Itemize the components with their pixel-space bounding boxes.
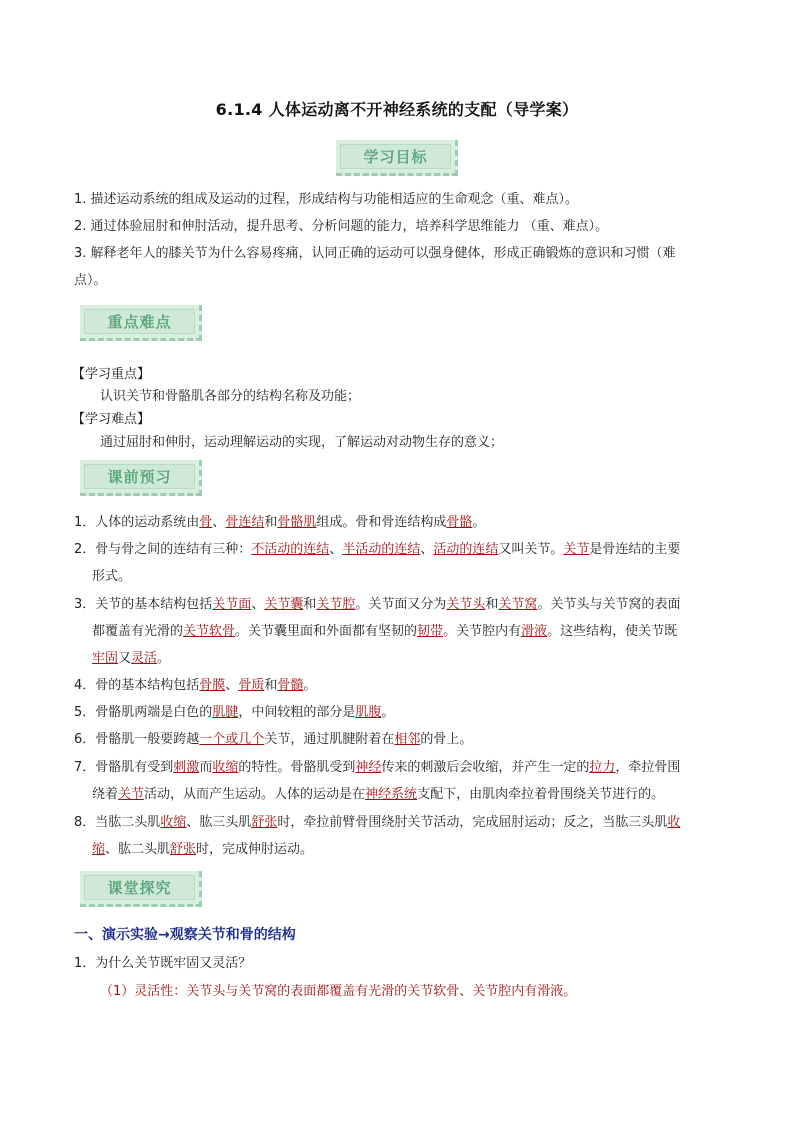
preview-item-2: 2．骨与骨之间的连结有三种：不活动的连结、半活动的连结、活动的连结又叫关节。关节是骨连结的主要 [74,542,681,557]
preview-item-8: 8．当肱二头肌收缩、肱三头肌舒张时，牵拉前臂骨围绕肘关节活动，完成屈肘运动；反之，当肱三头肌收 [74,815,681,830]
preview-item-3-cont: 都覆盖有光滑的关节软骨。关节囊里面和外面都有坚韧的韧带。关节腔内有滑液。这些结构，使关节既 [92,624,678,639]
section-badge-label: 课前预习 [84,464,195,489]
section-badge-goals [336,140,458,176]
answer: 灵活 [131,651,158,666]
preview-item-7: 7．骨骼肌有受到刺激而收缩的特性。骨骼肌受到神经传来的刺激后会收缩，并产生一定的拉力，牵拉骨围 [74,760,681,775]
section-badge-label: 重点难点 [84,309,195,334]
answer: 关节腔 [316,597,356,612]
focus-text: 认识关节和骨骼肌各部分的结构名称及功能； [100,389,361,404]
answer: 半活动的连结 [342,542,421,557]
answer: 肌腹 [355,705,382,720]
answer: 牢固 [92,651,119,666]
answer: 关节 [118,787,145,802]
preview-item-2-cont: 形式。 [92,569,132,584]
difficulty-text: 通过屈肘和伸肘，运动理解运动的实现，了解运动对动物生存的意义； [100,435,504,450]
answer: 关节面 [212,597,252,612]
answer: 韧带 [417,624,444,639]
goal-line-1: 1. 描述运动系统的组成及运动的过程，形成结构与功能相适应的生命观念（重、难点）。 [74,192,579,207]
answer: 缩 [92,842,106,857]
goal-line-4: 点）。 [74,273,107,288]
answer: 舒张 [251,815,278,830]
section-badge-label: 课堂探究 [84,875,195,900]
section-badge-explore [80,871,202,907]
preview-item-5: 5．骨骼肌两端是白色的肌腱，中间较粗的部分是肌腹。 [74,705,395,720]
answer: 骨骼肌 [277,515,317,530]
answer: 关节窝 [498,597,538,612]
section-badge-key [80,305,202,341]
answer: 骨骼 [446,515,473,530]
answer: 不活动的连结 [251,542,330,557]
answer: 关节软骨 [183,624,236,639]
answer: 肌腱 [212,705,239,720]
preview-item-1: 1．人体的运动系统由骨、骨连结和骨骼肌组成。骨和骨连结构成骨骼。 [74,515,486,530]
answer: 滑液 [521,624,548,639]
answer: 收缩 [212,760,239,775]
answer: 收缩 [160,815,187,830]
difficulty-heading: 【学习难点】 [72,412,151,427]
explore-heading: 一、演示实验→观察关节和骨的结构 [74,927,296,943]
preview-item-3-cont2: 牢固又灵活。 [92,651,171,666]
answer: 关节头 [446,597,486,612]
explore-question-1: 1．为什么关节既牢固又灵活？ [74,956,252,971]
answer: 收 [667,815,681,830]
preview-item-7-cont: 绕着关节活动，从而产生运动。人体的运动是在神经系统支配下，由肌肉牵拉着骨围绕关节进行的。 [92,787,665,802]
preview-item-6: 6．骨骼肌一般要跨越一个或几个关节，通过肌腱附着在相邻的骨上。 [74,732,473,747]
explore-answer-1: （1）灵活性：关节头与关节窝的表面都覆盖有光滑的关节软骨、关节腔内有滑液。 [100,984,577,999]
answer: 骨 [199,515,213,530]
section-badge-preview [80,460,202,496]
answer: 刺激 [173,760,200,775]
answer: 拉力 [589,760,616,775]
preview-item-4: 4．骨的基本结构包括骨膜、骨质和骨髓。 [74,678,317,693]
answer: 相邻 [394,732,421,747]
section-badge-label: 学习目标 [340,144,451,169]
answer: 一个或几个 [199,732,265,747]
answer: 骨髓 [277,678,304,693]
answer: 神经系统 [365,787,418,802]
focus-heading: 【学习重点】 [72,367,151,382]
answer: 神经 [355,760,382,775]
goal-line-3: 3. 解释老年人的膝关节为什么容易疼痛，认同正确的运动可以强身健体，形成正确锻炼的意识和习惯（难 [74,246,676,261]
preview-item-3: 3．关节的基本结构包括关节面、关节囊和关节腔。关节面又分为关节头和关节窝。关节头与关节窝的表面 [74,597,681,612]
answer: 骨连结 [225,515,265,530]
answer: 活动的连结 [433,542,499,557]
answer: 舒张 [170,842,197,857]
answer: 关节囊 [264,597,304,612]
goal-line-2: 2. 通过体验屈肘和伸肘活动，提升思考、分析问题的能力，培养科学思维能力 （重、难点）。 [74,219,609,234]
answer: 关节 [563,542,590,557]
answer: 骨质 [238,678,265,693]
answer: 骨膜 [199,678,226,693]
preview-item-8-cont: 缩、肱二头肌舒张时，完成伸肘运动。 [92,842,314,857]
page-title: 6.1.4 人体运动离不开神经系统的支配（导学案） [215,100,579,119]
